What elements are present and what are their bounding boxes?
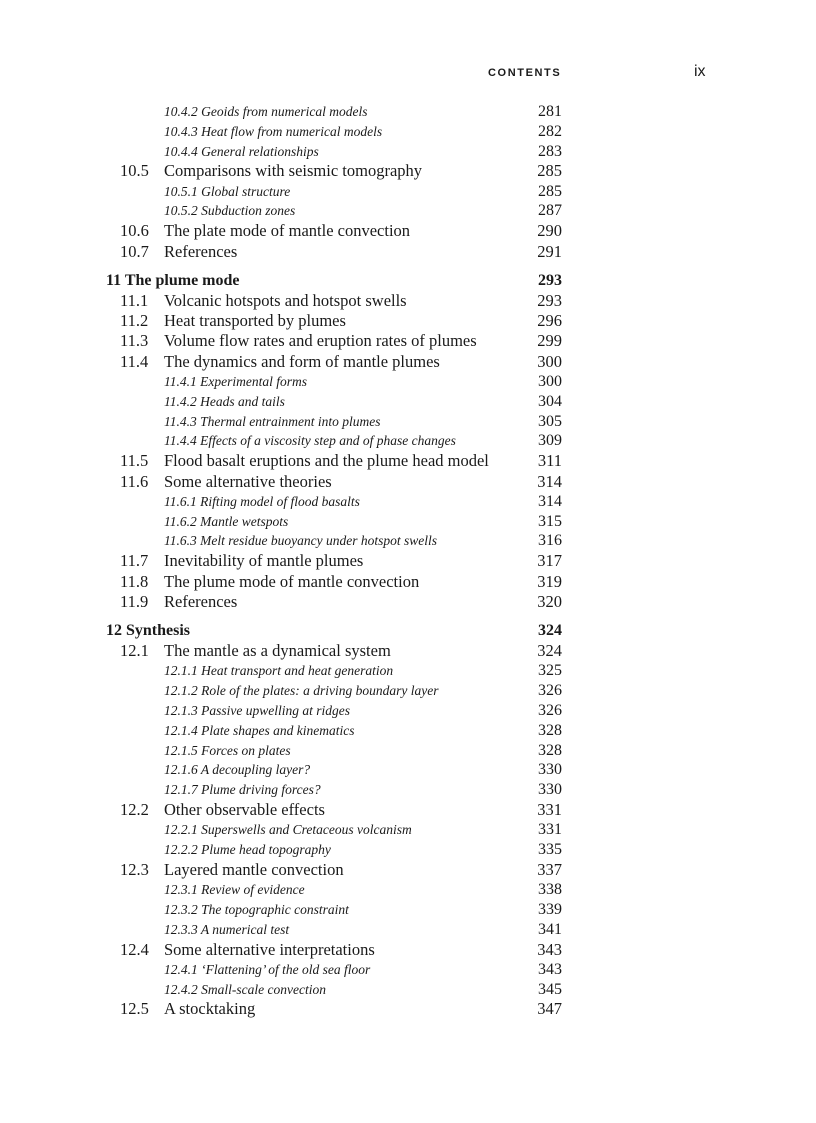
section-title: Inevitability of mantle plumes bbox=[164, 551, 364, 571]
page-ref: 293 bbox=[537, 290, 562, 310]
page-ref: 328 bbox=[538, 741, 562, 759]
section-number: 12.3 bbox=[120, 859, 149, 879]
page-ref: 326 bbox=[538, 702, 562, 720]
toc-section[interactable] bbox=[0, 472, 816, 492]
page-ref: 305 bbox=[538, 412, 562, 430]
toc-subsection[interactable] bbox=[0, 760, 816, 780]
page-ref: 293 bbox=[538, 271, 562, 289]
toc-subsection[interactable] bbox=[0, 880, 816, 900]
toc-subsection[interactable] bbox=[0, 492, 816, 512]
page-ref: 290 bbox=[537, 221, 562, 241]
page-ref: 281 bbox=[538, 103, 562, 120]
toc-section[interactable] bbox=[0, 352, 816, 372]
page-ref: 331 bbox=[538, 821, 562, 839]
toc-chapter[interactable] bbox=[0, 620, 816, 641]
subsection-title: 10.5.1 Global structure bbox=[164, 183, 291, 199]
page-ref: 283 bbox=[538, 142, 562, 160]
section-title: Volcanic hotspots and hotspot swells bbox=[164, 290, 407, 310]
subsection-title: 12.3.2 The topographic constraint bbox=[164, 901, 349, 917]
section-number: 10.5 bbox=[120, 161, 149, 181]
page-ref: 325 bbox=[538, 662, 562, 680]
toc-subsection[interactable] bbox=[0, 661, 816, 681]
subsection-title: 12.1.7 Plume driving forces? bbox=[164, 782, 321, 798]
toc-section[interactable] bbox=[0, 940, 816, 960]
toc-subsection[interactable] bbox=[0, 102, 816, 122]
toc-subsection[interactable] bbox=[0, 840, 816, 860]
section-title: The mantle as a dynamical system bbox=[164, 641, 391, 661]
subsection-title: 10.4.4 General relationships bbox=[164, 143, 319, 159]
toc-subsection[interactable] bbox=[0, 681, 816, 701]
toc-section[interactable] bbox=[0, 311, 816, 331]
section-number: 12.2 bbox=[120, 800, 149, 819]
toc-subsection[interactable] bbox=[0, 122, 816, 142]
running-head bbox=[470, 63, 710, 84]
section-title: The dynamics and form of mantle plumes bbox=[164, 351, 440, 371]
subsection-title: 12.4.2 Small-scale convection bbox=[164, 981, 326, 997]
section-title: Flood basalt eruptions and the plume head model bbox=[164, 451, 489, 471]
subsection-title: 12.3.1 Review of evidence bbox=[164, 882, 305, 898]
page-ref: 320 bbox=[537, 591, 562, 611]
page-ref: 343 bbox=[538, 960, 562, 978]
toc-subsection[interactable] bbox=[0, 721, 816, 741]
toc-section[interactable] bbox=[0, 860, 816, 880]
toc-subsection[interactable] bbox=[0, 512, 816, 532]
page-ref: 335 bbox=[538, 841, 562, 859]
toc-subsection[interactable] bbox=[0, 741, 816, 761]
toc-subsection[interactable] bbox=[0, 920, 816, 940]
chapter-title: 12 Synthesis bbox=[106, 622, 191, 640]
page-ref: 300 bbox=[538, 373, 562, 391]
subsection-title: 11.4.1 Experimental forms bbox=[164, 374, 307, 390]
subsection-title: 12.1.1 Heat transport and heat generation bbox=[164, 663, 394, 679]
section-number: 11.8 bbox=[120, 571, 149, 591]
subsection-title: 12.1.6 A decoupling layer? bbox=[164, 762, 311, 778]
page-ref: 341 bbox=[538, 920, 562, 938]
toc-subsection[interactable] bbox=[0, 960, 816, 980]
page-ref: 285 bbox=[537, 161, 562, 181]
page-ref: 300 bbox=[537, 351, 562, 371]
page-ref: 319 bbox=[537, 571, 562, 591]
toc-subsection[interactable] bbox=[0, 392, 816, 412]
toc-section[interactable] bbox=[0, 551, 816, 571]
page-ref: 338 bbox=[538, 881, 562, 899]
section-number: 12.1 bbox=[120, 641, 149, 661]
subsection-title: 11.6.1 Rifting model of flood basalts bbox=[164, 493, 360, 509]
page-ref: 304 bbox=[538, 392, 562, 410]
page-ref: 285 bbox=[538, 182, 562, 200]
toc-subsection[interactable] bbox=[0, 900, 816, 920]
page-number: ix bbox=[694, 63, 706, 80]
toc-subsection[interactable] bbox=[0, 531, 816, 551]
subsection-title: 11.6.2 Mantle wetspots bbox=[164, 513, 289, 529]
page-ref: 331 bbox=[537, 800, 562, 819]
subsection-title: 11.4.2 Heads and tails bbox=[164, 393, 285, 409]
section-number: 11.7 bbox=[120, 551, 149, 571]
page-ref: 314 bbox=[537, 471, 562, 491]
toc-subsection[interactable] bbox=[0, 780, 816, 800]
section-title: The plume mode of mantle convection bbox=[164, 571, 420, 591]
table-of-contents bbox=[0, 102, 816, 1020]
section-title: Volume flow rates and eruption rates of plumes bbox=[164, 331, 477, 351]
toc-section[interactable] bbox=[0, 572, 816, 592]
toc-subsection[interactable] bbox=[0, 980, 816, 1000]
section-number: 12.5 bbox=[120, 999, 149, 1019]
section-number: 11.1 bbox=[120, 290, 149, 310]
page-ref: 343 bbox=[537, 939, 562, 959]
subsection-title: 12.1.5 Forces on plates bbox=[164, 742, 291, 758]
subsection-title: 11.6.3 Melt residue buoyancy under hotspot swells bbox=[164, 533, 437, 549]
page-ref: 316 bbox=[538, 532, 562, 550]
running-title: CONTENTS bbox=[488, 67, 562, 79]
section-title: References bbox=[164, 241, 238, 261]
toc-section[interactable] bbox=[0, 999, 816, 1019]
toc-subsection[interactable] bbox=[0, 372, 816, 392]
toc-subsection[interactable] bbox=[0, 701, 816, 721]
toc-subsection[interactable] bbox=[0, 142, 816, 162]
page-ref: 296 bbox=[537, 311, 562, 331]
section-title: Some alternative theories bbox=[164, 471, 332, 491]
section-number: 10.6 bbox=[120, 221, 149, 241]
toc-section[interactable] bbox=[0, 451, 816, 471]
toc-subsection[interactable] bbox=[0, 820, 816, 840]
section-number: 11.2 bbox=[120, 311, 149, 331]
toc-chapter[interactable] bbox=[0, 270, 816, 291]
section-title: Other observable effects bbox=[164, 800, 325, 819]
page-ref: 328 bbox=[538, 721, 562, 739]
section-number: 11.4 bbox=[120, 351, 149, 371]
subsection-title: 12.1.3 Passive upwelling at ridges bbox=[164, 703, 350, 719]
page-ref: 309 bbox=[538, 432, 562, 450]
subsection-title: 12.4.1 ‘Flattening’ of the old sea floor bbox=[164, 961, 371, 977]
page-ref: 326 bbox=[538, 682, 562, 700]
section-number: 11.3 bbox=[120, 331, 149, 351]
page-ref: 347 bbox=[537, 999, 562, 1019]
page-ref: 324 bbox=[538, 622, 562, 640]
subsection-title: 11.4.3 Thermal entrainment into plumes bbox=[164, 413, 381, 429]
toc-section[interactable] bbox=[0, 331, 816, 351]
subsection-title: 12.2.2 Plume head topography bbox=[164, 842, 331, 858]
toc-section[interactable] bbox=[0, 641, 816, 661]
page-ref: 315 bbox=[538, 512, 562, 530]
subsection-title: 10.4.3 Heat flow from numerical models bbox=[164, 123, 383, 139]
section-number: 12.4 bbox=[120, 939, 149, 959]
page-ref: 311 bbox=[537, 451, 562, 471]
subsection-title: 12.2.1 Superswells and Cretaceous volcanism bbox=[164, 822, 412, 838]
toc-section[interactable] bbox=[0, 291, 816, 311]
page-ref: 291 bbox=[537, 241, 562, 261]
toc-section[interactable] bbox=[0, 242, 816, 262]
subsection-title: 10.5.2 Subduction zones bbox=[164, 203, 296, 219]
page-ref: 330 bbox=[538, 781, 562, 799]
toc-section[interactable] bbox=[0, 800, 816, 820]
toc-subsection[interactable] bbox=[0, 431, 816, 451]
section-title: The plate mode of mantle convection bbox=[164, 221, 411, 241]
toc-section[interactable] bbox=[0, 221, 816, 241]
section-title: Heat transported by plumes bbox=[164, 311, 346, 331]
section-title: Layered mantle convection bbox=[164, 859, 344, 879]
subsection-title: 10.4.2 Geoids from numerical models bbox=[164, 104, 368, 119]
toc-section[interactable] bbox=[0, 161, 816, 181]
subsection-title: 11.4.4 Effects of a viscosity step and of phase changes bbox=[164, 433, 456, 449]
section-title: References bbox=[164, 591, 238, 611]
subsection-title: 12.1.2 Role of the plates: a driving boundary layer bbox=[164, 683, 439, 699]
section-title: Some alternative interpretations bbox=[164, 939, 375, 959]
section-number: 11.5 bbox=[120, 451, 149, 471]
page-ref: 299 bbox=[537, 331, 562, 351]
chapter-title: 11 The plume mode bbox=[106, 271, 240, 289]
section-number: 11.6 bbox=[120, 471, 149, 491]
toc-subsection[interactable] bbox=[0, 182, 816, 202]
page-ref: 282 bbox=[538, 122, 562, 140]
toc-subsection[interactable] bbox=[0, 412, 816, 432]
page-ref: 339 bbox=[538, 900, 562, 918]
page-ref: 337 bbox=[537, 859, 562, 879]
section-number: 10.7 bbox=[120, 241, 149, 261]
subsection-title: 12.3.3 A numerical test bbox=[164, 921, 290, 937]
page-ref: 314 bbox=[538, 492, 562, 510]
toc-section[interactable] bbox=[0, 592, 816, 612]
section-title: Comparisons with seismic tomography bbox=[164, 161, 423, 181]
page-ref: 330 bbox=[538, 761, 562, 779]
section-number: 11.9 bbox=[120, 591, 149, 611]
page-ref: 287 bbox=[538, 202, 562, 220]
section-title: A stocktaking bbox=[164, 999, 256, 1019]
page-ref: 317 bbox=[537, 551, 562, 571]
page-ref: 324 bbox=[537, 641, 562, 661]
page-ref: 345 bbox=[538, 980, 562, 998]
toc-subsection[interactable] bbox=[0, 201, 816, 221]
subsection-title: 12.1.4 Plate shapes and kinematics bbox=[164, 722, 355, 738]
